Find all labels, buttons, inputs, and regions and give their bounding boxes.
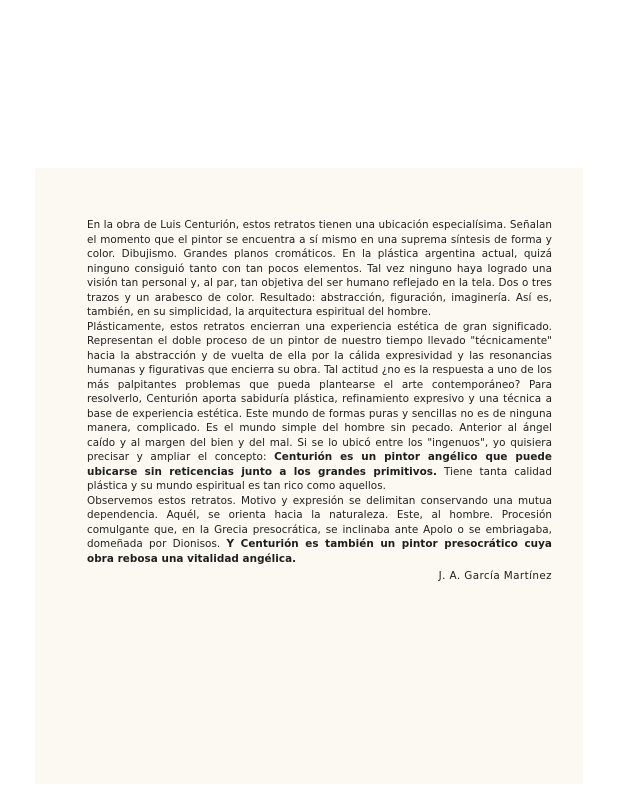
essay-text bbox=[87, 218, 552, 566]
paragraph-2 bbox=[87, 320, 552, 494]
paragraph-3-emphasis: Y Centurión es también un pintor presocrático cuya obra rebosa una vitalidad angélica. bbox=[87, 538, 552, 565]
paragraph-2-text-end: Tiene tanta calidad plástica y su mundo espiritual es tan rico como aquellos. bbox=[87, 465, 553, 492]
paragraph-3-text: Observemos estos retratos. Motivo y expresión se delimitan conservando una mutua dependencia. Aquél, se orienta hacia la naturaleza. Este, al hombre. Procesión comulgante que, en la Grecia presocrática, se inclinaba ante Apolo o se embriagaba, domeñada por Dionisos. bbox=[87, 494, 552, 550]
paragraph-3 bbox=[87, 494, 552, 567]
paragraph-1-text: En la obra de Luis Centurión, estos retratos tienen una ubicación especialísima. Señalan el momento que el pintor se encuentra a sí mismo en una suprema síntesis de forma y color. Dibujismo. Grandes planos cromáticos. En la plástica argentina actual, quizá ninguno consiguió tanto con tan pocos elementos. Tal vez ninguno haya logrado una visión tan personal y, al par, tan objetiva del ser humano reflejado en la tela. Dos o tres trazos y un arabesco de color. Resultado: abstracción, figuración, imaginería. Así es, también, en su simplicidad, la arquitectura espiritual del hombre. bbox=[87, 219, 552, 318]
author-signature: J. A. García Martínez bbox=[438, 570, 552, 582]
paragraph-1 bbox=[87, 218, 552, 320]
paragraph-2-text: Plásticamente, estos retratos encierran una experiencia estética de gran significado. Representan el doble proceso de un pintor de nuestro tiempo llevado "técnicamente" hacia la abstracción y de vuelta de ella por la cálida expresividad y las resonancias humanas y figurativas que encierra su obra. Tal actitud ¿no es la respuesta a uno de los más palpitantes problemas que pueda plantearse el arte contemporáneo? Para resolverlo, Centurión aporta sabiduría plástica, refinamiento expresivo y una técnica a base de experiencia estética. Este mundo de formas puras y sencillas no es de ninguna manera, complicado. Es el mundo simple del hombre sin pecado. Anterior al ángel caído y al margen del bien y del mal. Si se lo ubicó entre los "ingenuos", yo quisiera precisar y ampliar el concepto: bbox=[87, 320, 552, 463]
paragraph-2-emphasis: Centurión es un pintor angélico que puede ubicarse sin reticencias junto a los grandes primitivos. bbox=[87, 451, 552, 478]
